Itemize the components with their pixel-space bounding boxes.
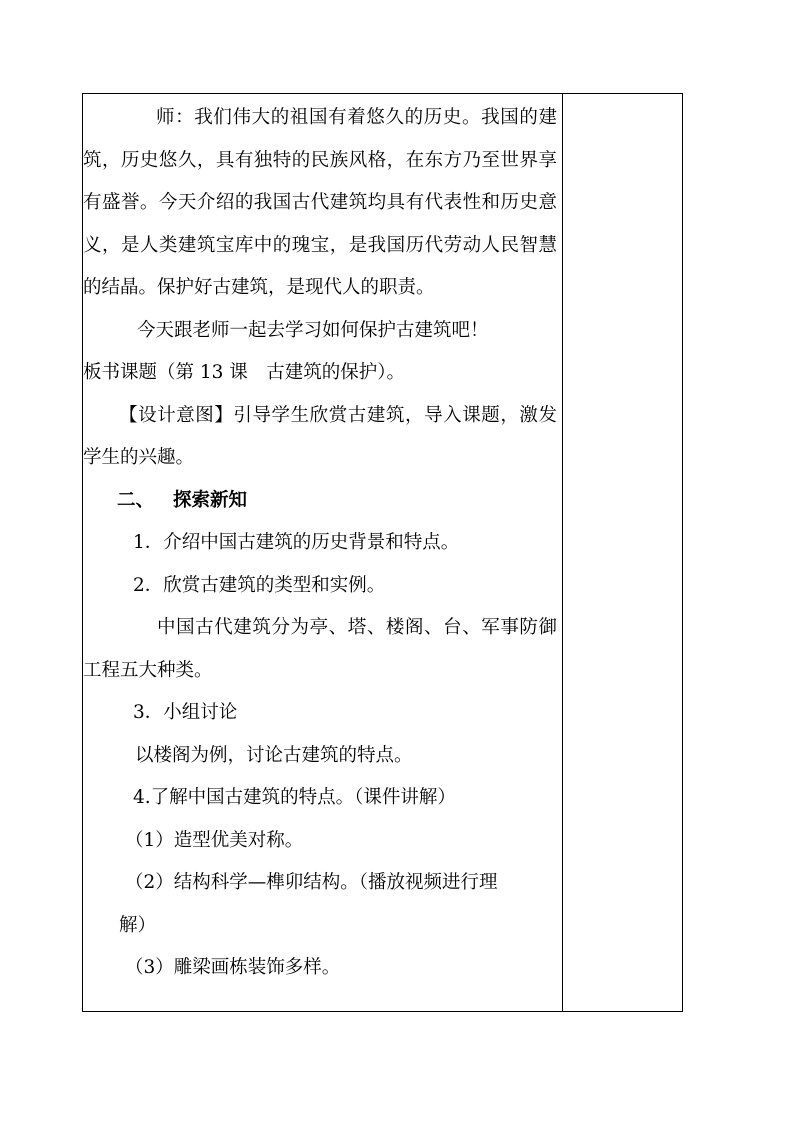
step-3: 3．小组讨论 xyxy=(133,702,238,723)
lesson-plan-table xyxy=(82,93,683,1012)
section-two-number: 二、 xyxy=(117,489,155,511)
step-2: 2．欣赏古建筑的类型和实例。 xyxy=(133,574,386,596)
section-two-title: 探索新知 xyxy=(173,489,248,511)
feature-1: （1）造型优美对称。 xyxy=(125,829,304,851)
step-4: 4.了解中国古建筑的特点。（课件讲解） xyxy=(133,787,456,808)
design-intent: 【设计意图】引导学生欣赏古建筑，导入课题，激发学生的兴趣。 xyxy=(83,404,557,468)
board-title: 板书课题（第 13 课 古建筑的保护）。 xyxy=(83,362,406,383)
step-1: 1．介绍中国古建筑的历史背景和特点。 xyxy=(133,532,460,553)
step-2-detail: 中国古代建筑分为亭、塔、楼阁、台、军事防御工程五大种类。 xyxy=(83,617,557,681)
step-3-detail: 以楼阁为例，讨论古建筑的特点。 xyxy=(135,744,413,766)
feature-2-line-2: 解） xyxy=(119,914,157,936)
column-divider xyxy=(562,94,563,1011)
lesson-content-cell xyxy=(83,97,557,990)
intro-paragraph: 师：我们伟大的祖国有着悠久的历史。我国的建筑，历史悠久，具有独特的民族风格，在东方乃至世界享有盛誉。今天介绍的我国古代建筑均具有代表性和历史意义，是人类建筑宝库中的瑰宝，是我国历代劳动人民智慧的结晶。保护好古建筑，是现代人的职责。 xyxy=(83,107,557,298)
feature-2-line-1: （2）结构科学—榫卯结构。（播放视频进行理 xyxy=(125,872,498,893)
invite-line: 今天跟老师一起去学习如何保护古建筑吧！ xyxy=(137,319,489,341)
section-two-heading xyxy=(117,480,557,523)
feature-3: （3）雕梁画栋装饰多样。 xyxy=(125,957,341,978)
